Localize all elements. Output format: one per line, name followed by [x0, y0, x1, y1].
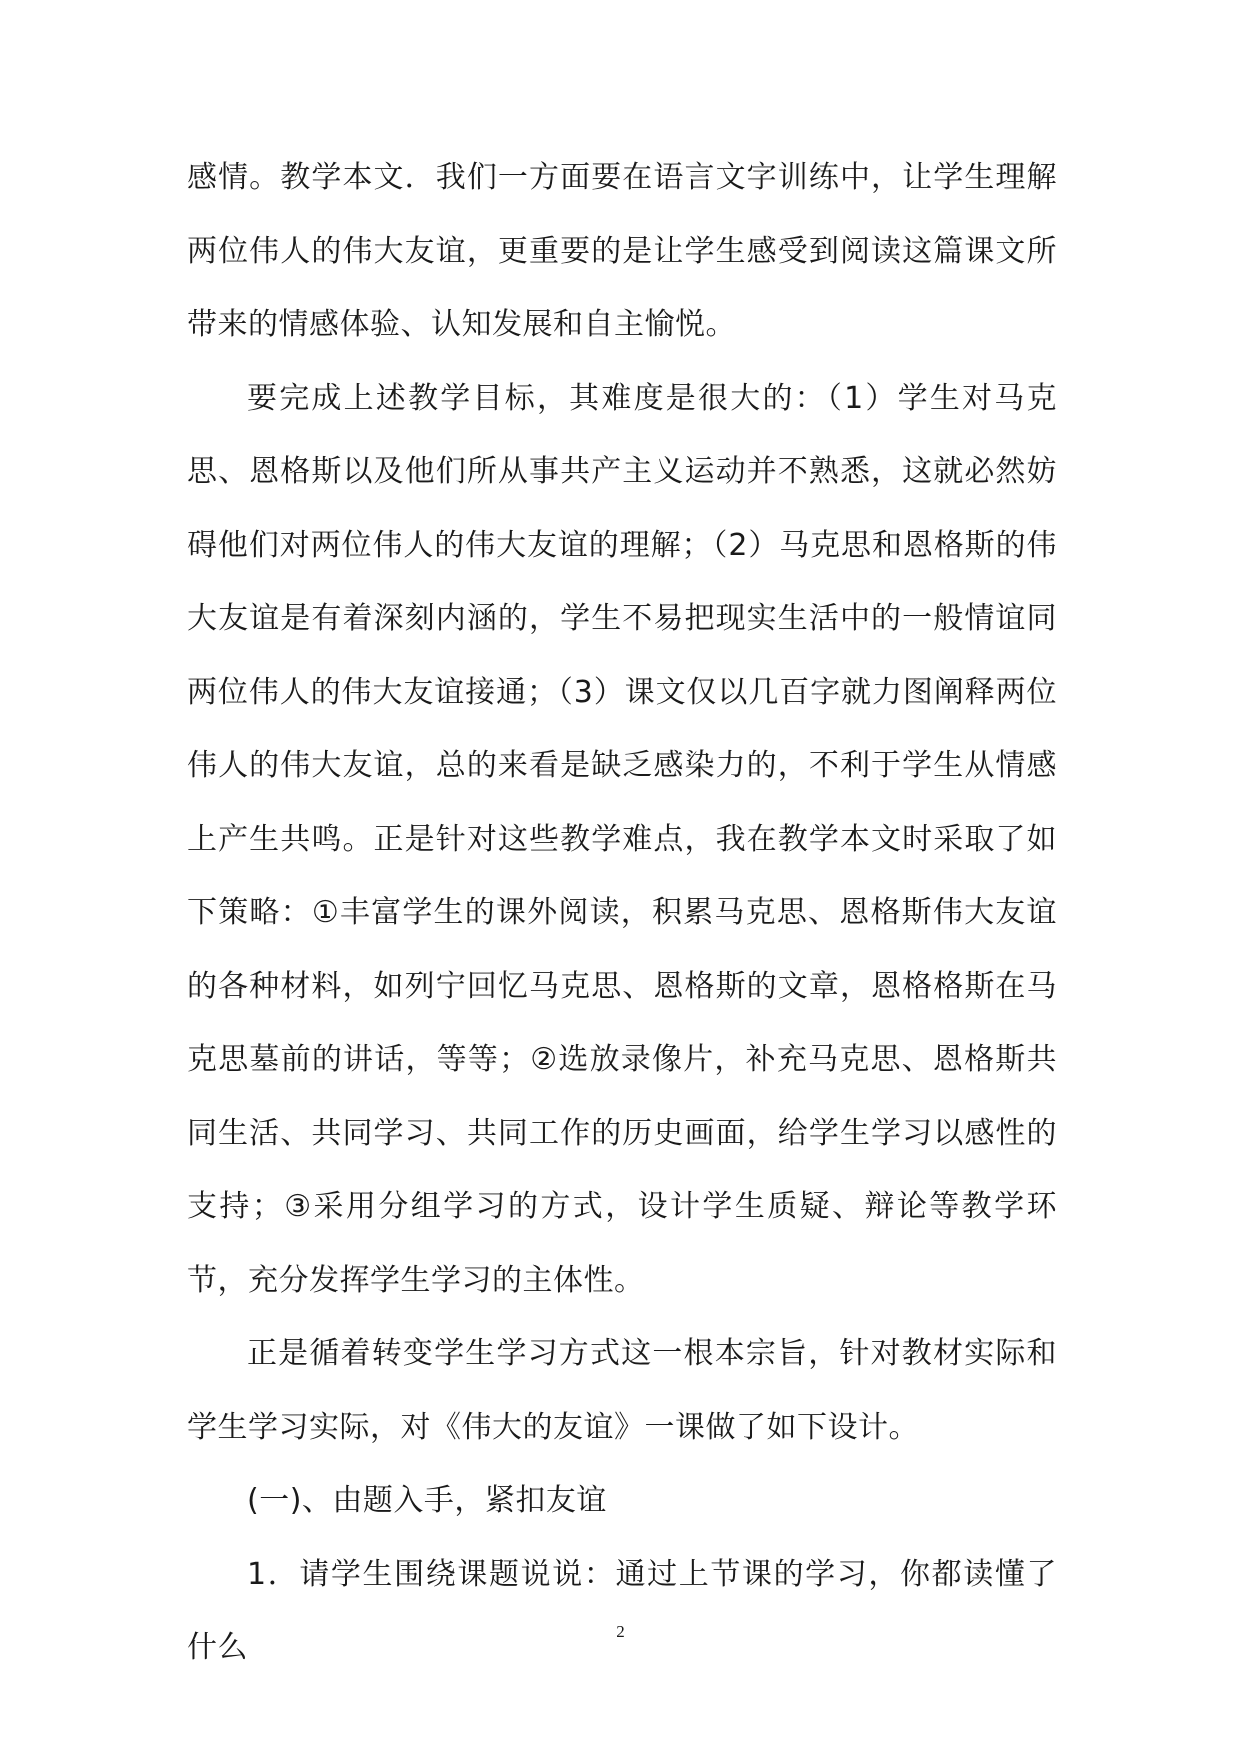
section-heading: (一)、由题入手，紧扣友谊 — [247, 1483, 607, 1518]
document-body — [187, 141, 1057, 1685]
list-item-1: 1．请学生围绕课题说说：通过上节课的学习，你都读懂了什么 — [187, 1556, 1057, 1665]
paragraph-design-intro: 正是循着转变学生学习方式这一根本宗旨，针对教材实际和学生学习实际，对《伟大的友谊》一课做了如下设计。 — [187, 1336, 1057, 1445]
paragraph-difficulties: 要完成上述教学目标，其难度是很大的：（1）学生对马克思、恩格斯以及他们所从事共产主义运动并不熟悉，这就必然妨碍他们对两位伟人的伟大友谊的理解；（2）马克思和恩格斯的伟大友谊是有着深刻内涵的，学生不易把现实生活中的一般情谊同两位伟人的伟大友谊接通；（3）课文仅以几百字就力图阐释两位伟人的伟大友谊，总的来看是缺乏感染力的，不利于学生从情感上产生共鸣。正是针对这些教学难点，我在教学本文时采取了如下策略：①丰富学生的课外阅读，积累马克思、恩格斯伟大友谊的各种材料，如列宁回忆马克思、恩格斯的文章，恩格格斯在马克思墓前的讲话，等等；②选放录像片，补充马克思、恩格斯共同生活、共同学习、共同工作的历史画面，给学生学习以感性的支持；③采用分组学习的方式，设计学生质疑、辩论等教学环节，充分发挥学生学习的主体性。 — [187, 380, 1057, 1298]
paragraph-continuation: 感情。教学本文．我们一方面要在语言文字训练中，让学生理解两位伟人的伟大友谊，更重要的是让学生感受到阅读这篇课文所带来的情感体验、认知发展和自主愉悦。 — [187, 160, 1057, 342]
page-number: 2 — [616, 1622, 625, 1641]
